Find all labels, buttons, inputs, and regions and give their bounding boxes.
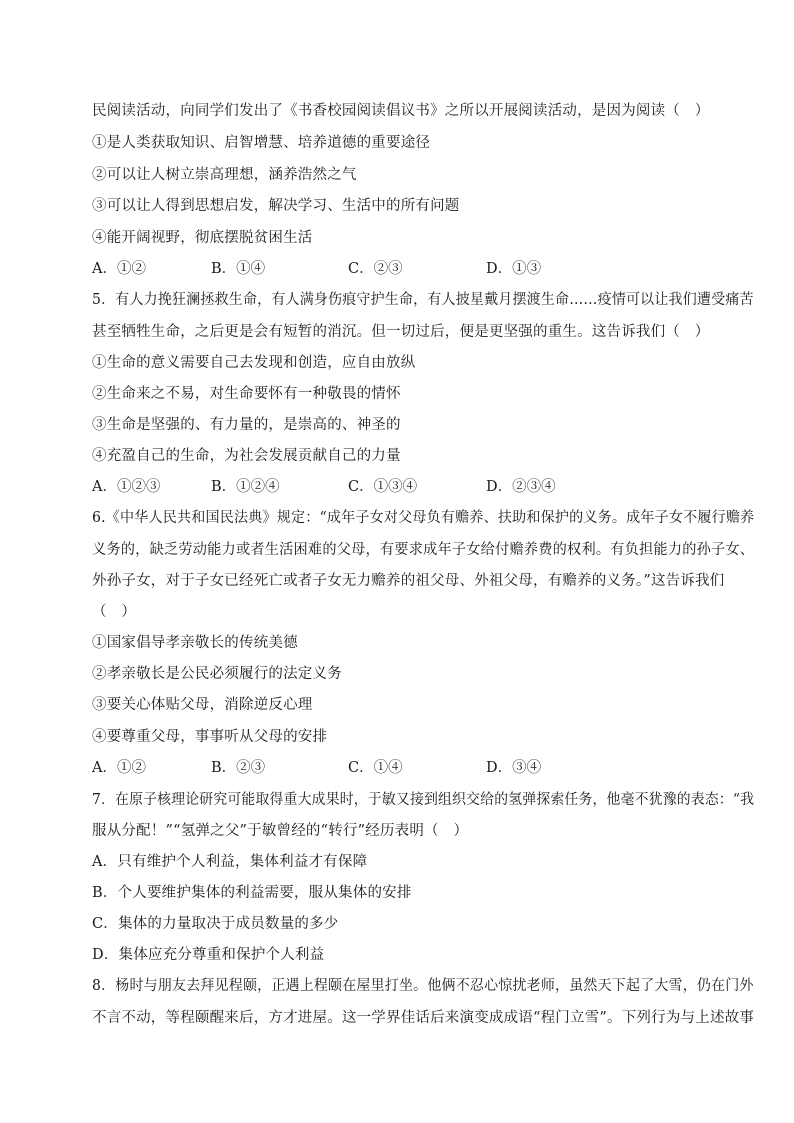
q7-stem-line-2: 服从分配！”“氢弹之父”于敏曾经的“转行”经历表明（ ） [92,823,469,839]
q6-option-4: ④要尊重父母，事事听从父母的安排 [92,729,328,745]
q4-option-1: ①是人类获取知识、启智增慧、培养道德的重要途径 [92,135,431,151]
q6-stem-line-2: 义务的，缺乏劳动能力或者生活困难的父母，有要求成年子女给付赡养费的权利。有负担能力的孙子女、 [92,542,755,558]
q5-stem-line-1: 5．有人力挽狂澜拯救生命，有人满身伤痕守护生命，有人披星戴月摆渡生命……疫情可以让我们遭受痛苦 [92,292,754,308]
q6-choices [92,758,612,778]
q4-option-3: ③可以让人得到思想启发，解决学习、生活中的所有问题 [92,198,460,214]
q4-choice-a[interactable]: A．①② [92,261,146,277]
q5-option-4: ④充盈自己的生命，为社会发展贡献自己的力量 [92,448,401,464]
q5-choice-c[interactable]: C．①③④ [348,479,418,495]
q6-choice-b[interactable]: B．②③ [211,760,266,776]
q5-choice-a[interactable]: A．①②③ [92,479,161,495]
q5-stem-line-2: 甚至牺牲生命，之后更是会有短暂的消沉。但一切过后，便是更坚强的重生。这告诉我们（ ） [92,324,710,340]
q6-option-3: ③要关心体贴父母，消除逆反心理 [92,697,313,713]
q4-stem-line-1: 民阅读活动，向同学们发出了《书香校园阅读倡议书》之所以开展阅读活动，是因为阅读（ ） [92,103,710,119]
q6-stem-line-4: （ ） [92,604,137,620]
q8-stem-line-1: 8．杨时与朋友去拜见程颐，正遇上程颐在屋里打坐。他俩不忍心惊扰老师，虽然天下起了大雪，仍在门外 [92,978,754,994]
q4-option-2: ②可以让人树立崇高理想，涵养浩然之气 [92,167,357,183]
q4-option-4: ④能开阔视野，彻底摆脱贫困生活 [92,230,313,246]
q7-choice-d[interactable]: D．集体应充分尊重和保护个人利益 [92,947,325,963]
q6-choice-d[interactable]: D．③④ [486,760,542,776]
q6-choice-a[interactable]: A．①② [92,760,146,776]
q6-option-1: ①国家倡导孝亲敬长的传统美德 [92,635,298,651]
q5-option-2: ②生命来之不易，对生命要怀有一种敬畏的情怀 [92,386,401,402]
q5-option-1: ①生命的意义需要自己去发现和创造，应自由放纵 [92,355,416,371]
q4-choice-c[interactable]: C．②③ [348,261,403,277]
q6-stem-line-3: 外孙子女，对于子女已经死亡或者子女无力赡养的祖父母、外祖父母，有赡养的义务。”这告诉我们 [92,573,725,589]
q4-choice-d[interactable]: D．①③ [486,261,542,277]
q7-choice-b[interactable]: B．个人要维护集体的利益需要，服从集体的安排 [92,885,412,901]
q5-choice-b[interactable]: B．①②④ [211,479,280,495]
q4-choices [92,259,612,279]
q6-option-2: ②孝亲敬长是公民必须履行的法定义务 [92,666,342,682]
q5-choice-d[interactable]: D．②③④ [486,479,556,495]
q7-choice-a[interactable]: A．只有维护个人利益，集体利益才有保障 [92,854,368,870]
q6-choice-c[interactable]: C．①④ [348,760,403,776]
q5-option-3: ③生命是坚强的、有力量的，是崇高的、神圣的 [92,417,401,433]
q5-choices [92,477,612,497]
q4-choice-b[interactable]: B．①④ [211,261,266,277]
q6-stem-line-1: 6.《中华人民共和国民法典》规定：“成年子女对父母负有赡养、扶助和保护的义务。成年子女不履行赡养 [92,510,755,526]
q7-choice-c[interactable]: C．集体的力量取决于成员数量的多少 [92,916,339,932]
q7-stem-line-1: 7．在原子核理论研究可能取得重大成果时，于敏又接到组织交给的氢弹探索任务，他毫不犹豫的表态：“我 [92,792,755,808]
q8-stem-line-2: 不言不动，等程颐醒来后，方才进屋。这一学界佳话后来演变成成语“程门立雪”。下列行为与上述故事 [92,1010,755,1026]
